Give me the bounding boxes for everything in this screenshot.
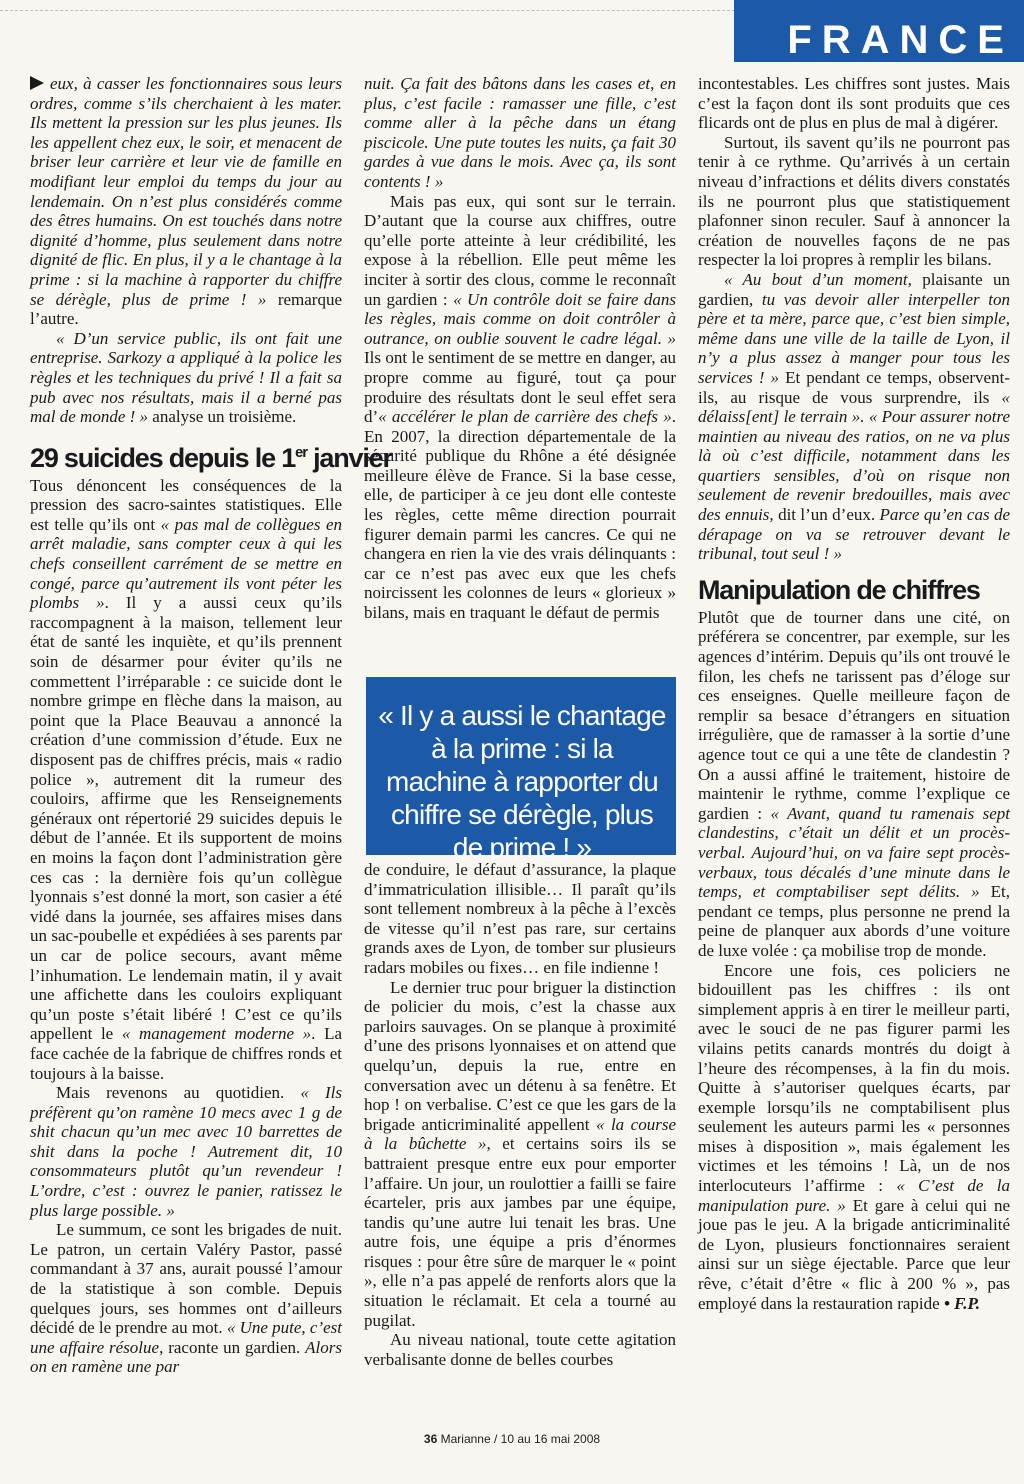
top-divider (0, 0, 740, 11)
paragraph: Le dernier truc pour briguer la distinction de policier du mois, c’est la chasse aux parloirs sauvages. On se planque à proximité d’une des prisons lyonnaises et on attend que quelqu’un, depuis la rue, entre en conversation avec un détenu à sa fenêtre. Et hop ! on verbalise. C’est ce que les gars de la brigade anticriminalité appellent « la course à la bûchette », et certains soirs ils se battraient presque entre eux pour emporter l’affaire. Un jour, un roulottier a failli se faire écarteler, pris aux jambes par une équipe, tandis qu’une autre lui tenait les bras. Une autre fois, une équipe a pris d’énormes risques : pour être sûre de marquer le « point », elle n’a pas appelé de renforts alors que la situation le réclamait. Et cela a tourné au pugilat. (364, 977, 676, 1330)
author-signature: • F.P. (943, 1293, 980, 1313)
paragraph: Au niveau national, toute cette agitation verbalisante donne de belles courbes (364, 1330, 676, 1369)
paragraph: incontestables. Les chiffres sont justes. Mais c’est la façon dont ils sont produits que ces flicards ont de plus en plus de mal à digérer. (698, 74, 1010, 133)
paragraph: Encore une fois, ces policiers ne bidouillent pas les chiffres : ils ont simplement appris à en tirer le meilleur parti, avec le souci de ne pas figurer parmi les vilains petits canards montrés du doigt à l’heure des récompenses, à la fin du mois. Quitte à s’autoriser quelques écarts, par exemple lorsqu’ils ne comptabilisent plus seulement les auteurs parmi les « personnes mises à disposition », mais également les victimes et les témoins ! Là, un de nos interlocuteurs l’affirme : « C’est de la manipulation pure. » Et gare à celui qui ne joue pas le jeu. A la brigade anticriminalité de Lyon, plusieurs fonctionnaires seraient ainsi sur un siège éjectable. Parce que leur rêve, c’était d’être « flic à 200 % », pas employé dans la restauration rapide • F.P. (698, 960, 1011, 1313)
paragraph: Le summum, ce sont les brigades de nuit. Le patron, un certain Valéry Pastor, passé commandant à 37 ans, aurait poussé l’amour de la statistique à son comble. Depuis quelques jours, ses hommes ont d’ailleurs décidé de le prendre au mot. « Une pute, c’est une affaire résolue, raconte un gardien. Alors on en ramène une par (30, 1220, 343, 1377)
paragraph: eux, à casser les fonctionnaires sous leurs ordres, comme s’ils cherchaient à les mater. Ils mettent la pression sur les plus jeunes. Ils les appellent chez eux, le soir, et menacent de briser leur carrière et leur vie de famille en modifiant leur emploi du temps du jour au lendemain. On n’est plus considérés comme des êtres humains. On est touchés dans notre dignité d’homme, plus seulement dans notre dignité de flic. En plus, il y a le chantage à la prime : si la machine à rapporter du chiffre se dérègle, plus de prime ! » remarque l’autre. (30, 74, 343, 329)
paragraph: Surtout, ils savent qu’ils ne pourront pas tenir à ce rythme. Qu’arrivés à un certain niveau d’infractions et délits divers constatés ils ne pourront plus que statistiquement plafonner sinon reculer. Sauf à annoncer la création de nouvelles façons de ne pas respecter la loi propres à remplir les bilans. (698, 132, 1010, 270)
subheading-suicides: 29 suicides depuis le 1er janvier (30, 442, 392, 473)
continuation-arrow-icon (30, 76, 44, 90)
paragraph: « D’un service public, ils ont fait une entreprise. Sarkozy a appliqué à la police les règles et les techniques du privé ! Il a fait sa pub avec nos résultats, mais il a berné pas mal de monde ! » analyse un troisième. (30, 328, 342, 427)
issue-dates: / 10 au 16 mai 2008 (494, 1432, 601, 1446)
paragraph: Mais pas eux, qui sont sur le terrain. D’autant que la course aux chiffres, outre qu’elle porte atteinte à leur crédibilité, les expose à la rébellion. Elle peut même les inciter à sortir des clous, comme le reconnaît un gardien : « Un contrôle doit se faire dans les règles, mais comme on doit contrôler à outrance, on oublie souvent le cadre légal. » Ils ont le sentiment de se mettre en danger, au propre comme au figuré, tout ça pour produire des résultats dont le seul effet sera d’« accélérer le plan de carrière des chefs ». En 2007, la direction départementale de la sécurité publique du Rhône a été désignée meilleure élève de France. Si la base cesse, elle, de participer à ce jeu dont elle conteste les règles, cette même direction pourrait figurer demain parmi les cancres. Ce qui ne changera en rien la vie des vrais délinquants : car ce n’est pas avec eux que les chefs noircissent les colonnes de leurs « glorieux » bilans, mais en traquant le défaut de permis (364, 191, 676, 623)
section-banner (734, 0, 1024, 62)
page-number: 36 (423, 1432, 438, 1446)
subheading-manipulation: Manipulation de chiffres (698, 574, 980, 605)
paragraph: nuit. Ça fait des bâtons dans les cases et, en plus, c’est facile : ramasser une fille, c’est comme aller à la pêche dans un étang piscicole. Une pute toutes les nuits, ça fait 30 gardes à vue dans le mois. Avec ça, ils sont contents ! » (364, 74, 676, 191)
paragraph: Tous dénoncent les conséquences de la pression des sacro-saintes statistiques. Elle est telle qu’ils ont « pas mal de collègues en arrêt maladie, sans compter ceux à qui les chefs conseillent carrément de se mettre en congé, parce qu’autrement ils vont péter les plombs ». Il y a aussi ceux qu’ils raccompagnent à la maison, tellement leur état de santé les inquiète, et qu’ils prennent soin de désarmer pour éviter qu’ils ne commettent l’irréparable : ce suicide dont le nombre grimpe en flèche dans la maison, au point que la Place Beauvau a annoncé la création d’une commission d’étude. Eux ne disposent pas de chiffres précis, mais « radio police », autrement dit la rumeur des couloirs, affirme que les Renseignements généraux ont répertorié 29 suicides depuis le début de l’année. Et ils supportent de moins en moins la façon dont l’administration gère ces cas : la dernière fois qu’un collègue lyonnais s’est donné la mort, son casier a été vidé dans la journée, ses affaires mises dans un sac-poubelle et expédiées à ses parents par un car de police secours, avant même l’inhumation. Le lendemain matin, il y avait une affichette dans les couloirs expliquant qu’un poste s’était libéré ! C’est ce qu’ils appellent le « management moderne ». La face cachée de la fabrique de chiffres ronds et toujours à la baisse. (30, 475, 342, 1083)
section-label: FRANCE (787, 18, 1014, 62)
paragraph: Plutôt que de tourner dans une cité, on préférera se concentrer, par exemple, sur les agences d’intérim. Depuis qu’ils ont trouvé le filon, les chefs ne tarissent pas d’éloge sur ces enseignes. Quelle meilleure façon de remplir sa besace d’étrangers en situation irrégulière, que de ramasser à la sortie d’une agence tout ce qui a une tête de clandestin ? On a aussi affiné le traitement, histoire de maintenir le rythme, comme l’explique ce gardien : « Avant, quand tu ramenais sept clandestins, c’était un délit et un procès-verbal. Aujourd’hui, on va faire sept procès-verbaux, tous décalés d’une minute dans le temps, et comptabiliser sept délits. » Et, pendant ce temps, plus personne ne prend la peine de planquer aux abords d’une voiture de luxe volée : ça mobilise trop de monde. (698, 607, 1010, 960)
paragraph: Mais revenons au quotidien. « Ils préfèrent qu’on ramène 10 mecs avec 1 g de shit chacun qu’un mec avec 10 barrettes de shit dans la poche ! Autrement dit, 10 consommateurs plutôt qu’un revendeur ! L’ordre, c’est : ouvrez le panier, ratissez le plus large possible. » (30, 1083, 342, 1220)
article-column-2-bottom (364, 860, 676, 1369)
paragraph: « Au bout d’un moment, plaisante un gardien, tu vas devoir aller interpeller ton père et ta mère, parce que, c’est bien simple, même dans une ville de la taille de Lyon, il n’y a plus assez à manger pour tous les services ! » Et pendant ce temps, observent-ils, au risque de vous surprendre, ils « délaiss[ent] le terrain ». « Pour assurer notre maintien au niveau des ratios, on ne va plus là où c’est difficile, notamment dans les quartiers sensibles, d’où on risque non seulement de revenir bredouilles, mais avec des ennuis, dit l’un d’eux. Parce qu’en cas de dérapage on va se retrouver devant le tribunal, tout seul ! » (698, 269, 1011, 564)
article-column-1 (30, 74, 392, 1377)
page-footer (0, 1432, 1024, 1446)
pull-quote: « Il y a aussi le chantage à la prime : si la machine à rapporter du chiffre se dérègle, plus de prime ! » (366, 677, 676, 855)
magazine-name: Marianne (440, 1432, 491, 1446)
article-column-2-top (364, 74, 676, 623)
article-column-3 (698, 74, 1010, 1313)
paragraph: de conduire, le défaut d’assurance, la plaque d’immatriculation illisible… Il paraît qu’ils sont tellement nombreux à la pêche à l’excès de vitesse qu’il n’est pas rare, sur certains grands axes de Lyon, de tomber sur plusieurs radars mobiles ou fixes… en file indienne ! (364, 860, 676, 977)
